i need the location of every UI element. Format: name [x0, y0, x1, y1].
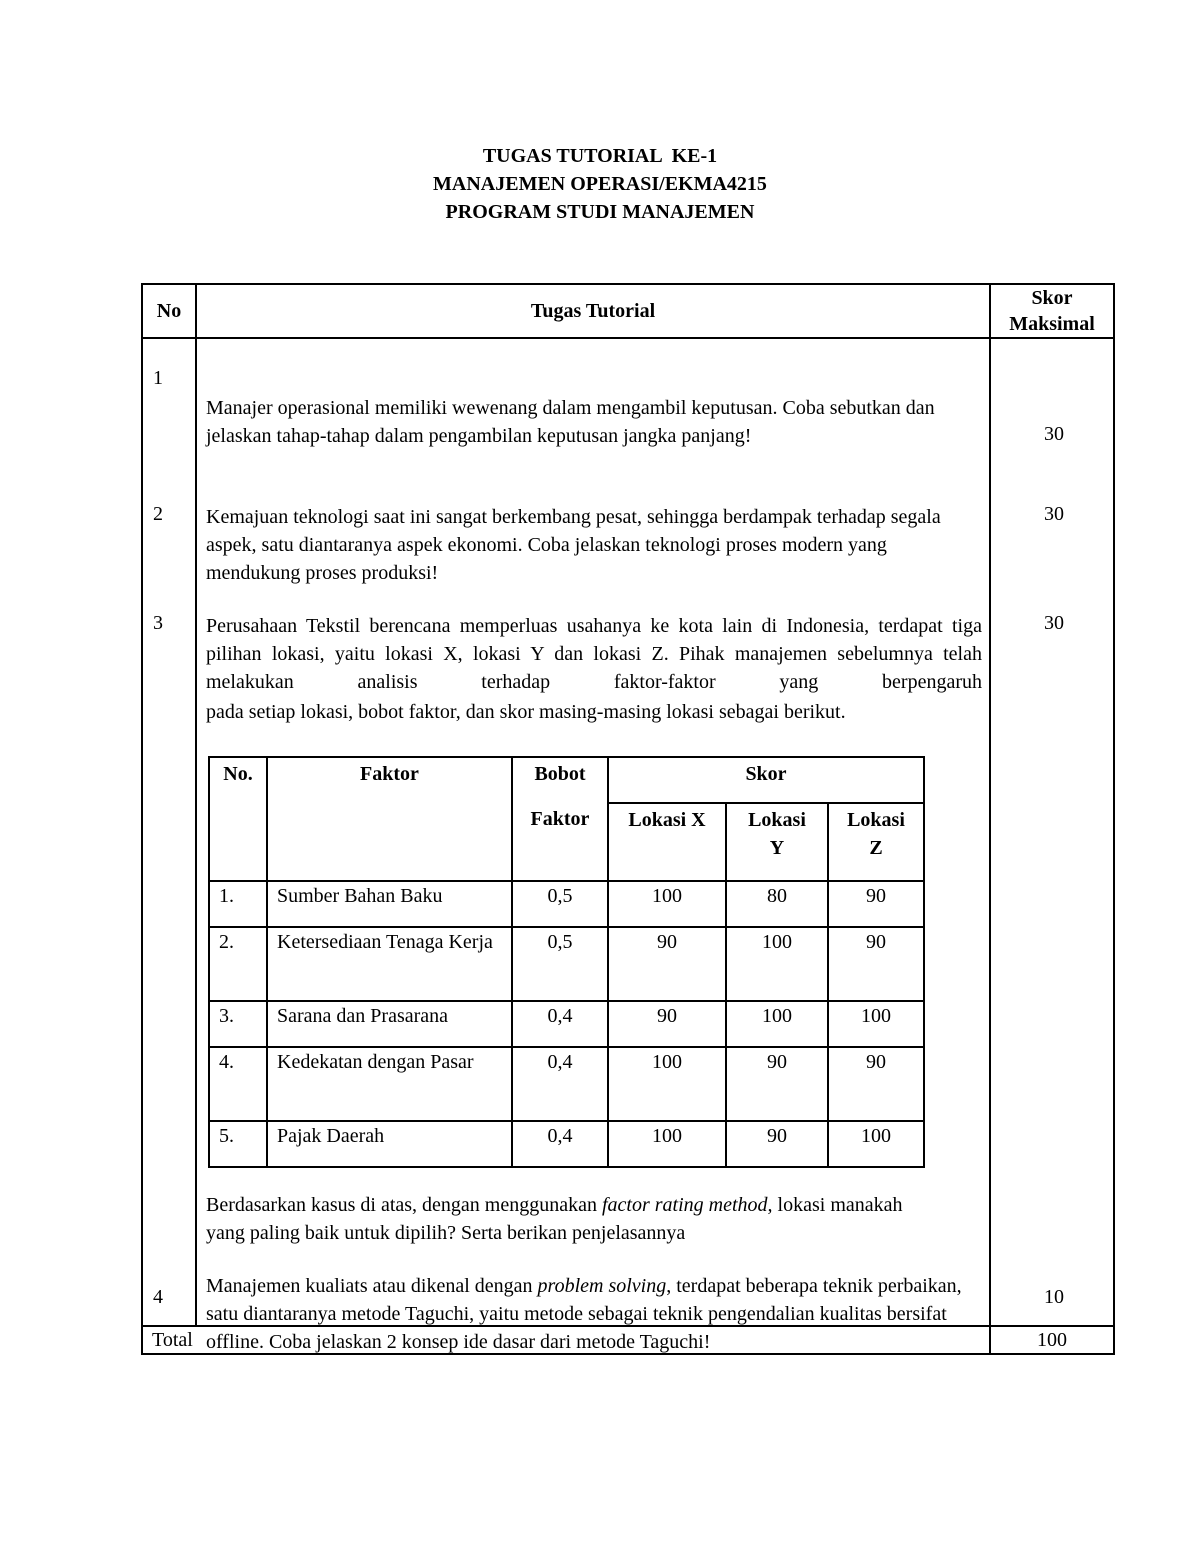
- factor-header-x: Lokasi X: [608, 803, 726, 881]
- header-row: [142, 284, 1114, 338]
- item-score-4: 10: [1044, 1286, 1064, 1308]
- item-number-3: 3: [153, 612, 163, 634]
- factor-row-factor: Sarana dan Prasarana: [267, 1001, 512, 1047]
- factor-row-weight: 0,4: [512, 1121, 608, 1167]
- header-score: [990, 284, 1114, 338]
- factor-row: [209, 927, 924, 1001]
- question-3-em: factor rating method,: [602, 1194, 773, 1216]
- item-number-2: 2: [153, 503, 163, 525]
- factor-row: [209, 1047, 924, 1121]
- factor-header-bobot-line2: Faktor: [530, 808, 590, 830]
- factor-header-z: [828, 803, 924, 881]
- factor-row: [209, 1121, 924, 1167]
- factor-row-weight: 0,4: [512, 1001, 608, 1047]
- factor-row-z: 90: [828, 927, 924, 1001]
- item-score-1: 30: [1044, 423, 1064, 445]
- factor-row-no: 1.: [209, 881, 267, 927]
- factor-row-x: 90: [608, 1001, 726, 1047]
- factor-row-no: 2.: [209, 927, 267, 1001]
- question-3-post: lokasi manakah yang paling baik untuk dipilih? Serta berikan penjelasannya: [206, 1194, 903, 1244]
- factor-row-z: 100: [828, 1121, 924, 1167]
- item-text-1: Manajer operasional memiliki wewenang dalam mengambil keputusan. Coba sebutkan dan jelaskan tahap-tahap dalam pengambilan keputusan jangka panjang!: [206, 397, 935, 447]
- item-score-2: 30: [1044, 503, 1064, 525]
- item-score-3: 30: [1044, 612, 1064, 634]
- factor-row-y: 100: [726, 927, 828, 1001]
- factor-row-x: 90: [608, 927, 726, 1001]
- factor-row-weight: 0,4: [512, 1047, 608, 1121]
- factor-row-z: 100: [828, 1001, 924, 1047]
- factor-header-y-line1: Lokasi: [748, 809, 806, 831]
- factor-row-y: 90: [726, 1047, 828, 1121]
- factor-row: [209, 881, 924, 927]
- header-score-line1: Skor: [1031, 287, 1073, 309]
- title-line-1: TUGAS TUTORIAL KE-1: [482, 145, 718, 167]
- factor-row-weight: 0,5: [512, 927, 608, 1001]
- total-value: 100: [990, 1326, 1114, 1354]
- factor-header-factor: Faktor: [267, 757, 512, 881]
- factor-header-skor: Skor: [608, 757, 924, 803]
- factor-header-bobot: [512, 757, 608, 881]
- item-text-3a: Perusahaan Tekstil berencana memperluas usahanya ke kota lain di Indonesia, terdapat tiga pilihan lokasi, yaitu lokasi X, lokasi Y dan lokasi Z. Pihak manajemen sebelumnya telah melakukan analisis terhadap faktor-faktor yang berpengaruh: [206, 615, 982, 693]
- header-task: Tugas Tutorial: [196, 284, 990, 338]
- factor-row-no: 3.: [209, 1001, 267, 1047]
- factor-row-y: 90: [726, 1121, 828, 1167]
- divider-left: [195, 339, 197, 1325]
- question-3-pre: Berdasarkan kasus di atas, dengan menggunakan: [206, 1194, 602, 1216]
- title-line-2: MANAJEMEN OPERASI/EKMA4215: [433, 173, 767, 195]
- factor-row-x: 100: [608, 1121, 726, 1167]
- item-4-pre: Manajemen kualiats atau dikenal dengan: [206, 1275, 538, 1297]
- item-4-post: , terdapat beberapa teknik perbaikan, satu diantaranya metode Taguchi, yaitu metode sebagai teknik pengendalian kualitas bersifat offline. Coba jelaskan 2 konsep ide dasar dari metode Taguchi!: [206, 1275, 962, 1353]
- factor-row-weight: 0,5: [512, 881, 608, 927]
- factor-row-y: 100: [726, 1001, 828, 1047]
- factor-row-x: 100: [608, 881, 726, 927]
- factor-row-z: 90: [828, 1047, 924, 1121]
- factor-header-y: [726, 803, 828, 881]
- factor-header-no: No.: [209, 757, 267, 881]
- factor-row-no: 4.: [209, 1047, 267, 1121]
- header-no: No: [142, 284, 196, 338]
- factor-table: [208, 756, 925, 1168]
- body-row: [142, 338, 1114, 1326]
- factor-header-z-line2: Z: [869, 837, 883, 859]
- item-text-2: Kemajuan teknologi saat ini sangat berkembang pesat, sehingga berdampak terhadap segala aspek, satu diantaranya aspek ekonomi. Coba jelaskan teknologi proses modern yang mendukung proses produksi!: [206, 506, 941, 584]
- item-text-3b: pada setiap lokasi, bobot faktor, dan skor masing-masing lokasi sebagai berikut.: [206, 701, 846, 723]
- item-question-3: [206, 1191, 946, 1247]
- divider-right: [989, 339, 991, 1325]
- factor-row-no: 5.: [209, 1121, 267, 1167]
- factor-row-y: 80: [726, 881, 828, 927]
- document-title: [0, 142, 1200, 226]
- factor-row-factor: Ketersediaan Tenaga Kerja: [267, 927, 512, 1001]
- item-4-em: problem solving: [537, 1275, 667, 1297]
- title-line-3: PROGRAM STUDI MANAJEMEN: [445, 201, 755, 223]
- factor-header-y-line2: Y: [769, 837, 785, 859]
- item-number-1: 1: [153, 367, 163, 389]
- factor-header-z-line1: Lokasi: [847, 809, 905, 831]
- factor-row-factor: Pajak Daerah: [267, 1121, 512, 1167]
- header-score-line2: Maksimal: [1009, 313, 1095, 335]
- factor-row-factor: Kedekatan dengan Pasar: [267, 1047, 512, 1121]
- factor-header-bobot-line1: Bobot: [534, 763, 586, 785]
- factor-row: [209, 1001, 924, 1047]
- factor-row-z: 90: [828, 881, 924, 927]
- item-text-4: [206, 1272, 976, 1356]
- assignment-table: [141, 283, 1115, 1355]
- total-label: Total: [142, 1326, 990, 1354]
- factor-row-x: 100: [608, 1047, 726, 1121]
- factor-row-factor: Sumber Bahan Baku: [267, 881, 512, 927]
- item-number-4: 4: [153, 1286, 163, 1308]
